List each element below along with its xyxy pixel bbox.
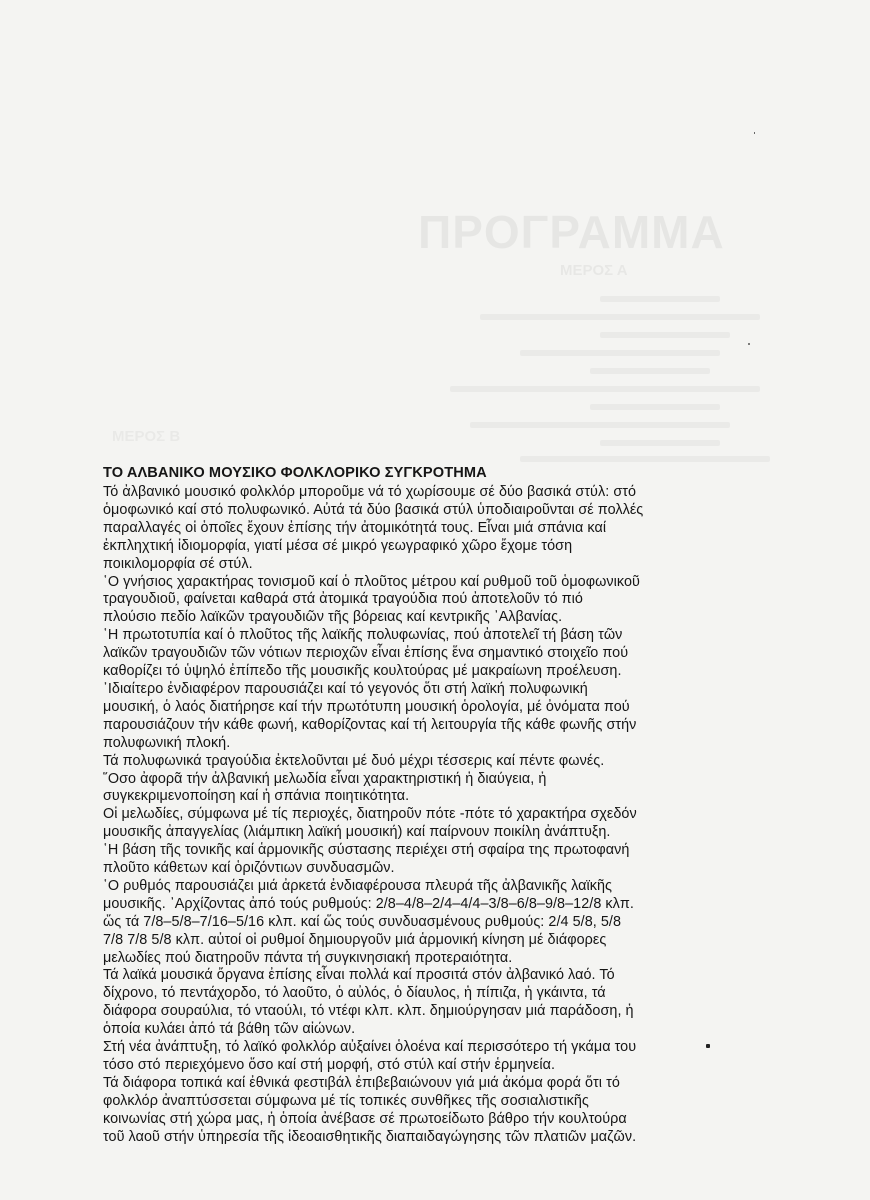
text-line: τόσο στό περιεχόμενο ὅσο καί στή μορφή, στό στύλ καί στήν ἑρμηνεία.: [103, 1057, 556, 1073]
text-line: τραγουδιοῦ, φαίνεται καθαρά στά ἀτομικά τραγούδια πού ἀποτελοῦν τό πιό: [103, 591, 583, 608]
article: [103, 463, 763, 1147]
speck: [754, 132, 755, 134]
text-line: 7/8 7/8 5/8 κλπ. αὐτοί οἱ ρυθμοί δημιουργοῦν μιά ἁρμονική κίνηση μέ διάφορες: [103, 931, 607, 948]
text-line: πολυφωνική πλοκή.: [103, 734, 231, 751]
show-through-line: [470, 422, 730, 428]
text-line: παρουσιάζουν τήν κάθε φωνή, καθορίζοντας καί τή λειτουργία τῆς κάθε φωνῆς στήν: [103, 716, 637, 733]
text-line: δίχρονο, τό πεντάχορδο, τό λαοῦτο, ὁ αὐλός, ὁ δίαυλος, ἡ πίπιζα, ἡ γκάιντα, τά: [103, 985, 606, 1002]
text-line: παραλλαγές οἱ ὁποῖες ἔχουν ἐπίσης τήν ἀτομικότητά τους. Εἶναι μιά σπάνια καί: [103, 519, 607, 536]
text-line: μουσικῆς. ᾿Αρχίζοντας ἀπό τούς ρυθμούς: 2/8–4/8–2/4–4/4–3/8–6/8–9/8–12/8 κλπ.: [103, 895, 634, 912]
text-line: ποικιλομορφία σέ στύλ.: [103, 555, 253, 572]
show-through-line: [520, 456, 770, 462]
text-line: ῾Η πρωτοτυπία καί ὁ πλοῦτος τῆς λαϊκῆς πολυφωνίας, πού ἀποτελεῖ τή βάση τῶν: [103, 627, 623, 644]
text-line: Τά λαϊκά μουσικά ὄργανα ἐπίσης εἶναι πολλά καί προσιτά στόν ἀλβανικό λαό. Τό: [103, 967, 615, 984]
show-through-part-b: [112, 428, 180, 445]
show-through-heading: ΠΡΟΓΡΑΜΜΑ: [418, 206, 725, 258]
text-line: Τό ἀλβανικό μουσικό φολκλόρ μποροῦμε νά τό χωρίσουμε σέ δύο βασικά στύλ: στό: [103, 484, 637, 500]
text-line: ἐκπληχτική ἰδιομορφία, γιατί μέσα σέ μικρό γεωγραφικό χῶρο ἔχομε τόση: [103, 537, 573, 554]
text-line: μελωδίες πού διατηροῦν πάντα τή συγκινησιακή προτεραιότητα.: [103, 949, 513, 966]
text-line: Οἱ μελωδίες, σύμφωνα μέ τίς περιοχές, διατηροῦν πότε -πότε τό χαρακτήρα σχεδόν: [103, 806, 637, 823]
text-line: ῾Ο ρυθμός παρουσιάζει μιά ἀρκετά ἐνδιαφέρουσα πλευρά τῆς ἀλβανικῆς λαϊκῆς: [103, 877, 613, 894]
show-through-part-a: ΜΕΡΟΣ Α: [560, 262, 628, 279]
text-line: μουσικῆς ἀπαγγελίας (λιάμπικη λαϊκή μουσική) καί παίρνουν ποικίλη ἀνάπτυξη.: [103, 824, 611, 841]
text-line: Τά διάφορα τοπικά καί ἐθνικά φεστιβάλ ἐπιβεβαιώνουν γιά μιά ἀκόμα φορά ὅτι τό: [103, 1074, 620, 1091]
show-through-line: [590, 368, 710, 374]
text-line: ὁποία κυλάει ἀπό τά βάθη τῶν αἰώνων.: [103, 1021, 356, 1038]
show-through-line: [600, 332, 730, 338]
text-line: ῾Ο γνήσιος χαρακτήρας τονισμοῦ καί ὁ πλοῦτος μέτρου καί ρυθμοῦ τοῦ ὁμοφωνικοῦ: [103, 573, 640, 590]
text-line: ῾Η βάση τῆς τονικῆς καί ἁρμονικῆς σύστασης περιέχει στή σφαίρα της πρωτοφανή: [103, 842, 630, 859]
text-line: λαϊκῶν τραγουδιῶν τῶν νότιων περιοχῶν εἶναι ἐπίσης ἕνα σημαντικό στοιχεῖο πού: [103, 645, 629, 662]
show-through-line: [600, 296, 720, 302]
text-line: ὁμοφωνικό καί στό πολυφωνικό. Αὐτά τά δύο βασικά στύλ ὑποδιαιροῦνται σέ πολλές: [103, 501, 644, 518]
text-line: Στή νέα ἀνάπτυξη, τό λαϊκό φολκλόρ αὐξαίνει ὁλοένα καί περισσότερο τή γκάμα του: [103, 1039, 637, 1056]
article-title: ΤΟ ΑΛΒΑΝΙΚΟ ΜΟΥΣΙΚΟ ΦΟΛΚΛΟΡΙΚΟ ΣΥΓΚΡΟΤΗΜΑ: [103, 465, 487, 481]
text-line: τοῦ λαοῦ στήν ὑπηρεσία τῆς ἰδεοαισθητικῆς διαπαιδαγώγησης τῶν πλατιῶν μαζῶν.: [103, 1128, 637, 1145]
article-body: [103, 484, 763, 1147]
show-through-line: [480, 314, 760, 320]
speck: [748, 343, 750, 345]
text-line: πλούσιο πεδίο λαϊκῶν τραγουδιῶν τῆς βόρειας καί κεντρικῆς ᾿Αλβανίας.: [103, 609, 563, 626]
text-line: φολκλόρ ἀναπτύσσεται σύμφωνα μέ τίς τοπικές συνθῆκες τῆς σοσιαλιστικῆς: [103, 1092, 589, 1109]
text-line: διάφορα σουραύλια, τό νταούλι, τό ντέφι κλπ. κλπ. δημιούργησαν μιά παράδοση, ἡ: [103, 1003, 634, 1020]
text-line: κοινωνίας στή χώρα μας, ἡ ὁποία ἀνέβασε σέ πρωτοείδωτο βάθρο τήν κουλτούρα: [103, 1110, 627, 1127]
show-through-line: [590, 404, 720, 410]
show-through-line: [520, 350, 720, 356]
text-line: ὥς τά 7/8–5/8–7/16–5/16 κλπ. καί ὥς τούς συνδυασμένους ρυθμούς: 2/4 5/8, 5/8: [103, 913, 622, 930]
text-line: μουσική, ὁ λαός διατήρησε καί τήν πρωτότυπη μουσική ὁρολογία, μέ ὀνόματα πού: [103, 698, 630, 715]
text-line: καθορίζει τό ὑψηλό ἐπίπεδο τῆς μουσικῆς κουλτούρας μέ μακραίωνη προέλευση.: [103, 663, 622, 680]
show-through-line: [600, 440, 720, 446]
show-through-line: [450, 386, 760, 392]
text-line: Τά πολυφωνικά τραγούδια ἐκτελοῦνται μέ δυό μέχρι τέσσερις καί πέντε φωνές.: [103, 752, 605, 769]
text-line: συγκεκριμενοποίηση καί ἡ σπάνια ποιητικότητα.: [103, 788, 410, 805]
text-line: ᾿Ιδιαίτερο ἐνδιαφέρον παρουσιάζει καί τό γεγονός ὅτι στή λαϊκή πολυφωνική: [103, 680, 588, 697]
text-line: πλοῦτο κάθετων καί ὁριζόντιων συνδυασμῶν.: [103, 860, 395, 877]
text-line: ῞Οσο ἀφορᾶ τήν ἀλβανική μελωδία εἶναι χαρακτηριστική ἡ διαύγεια, ἡ: [103, 770, 547, 787]
